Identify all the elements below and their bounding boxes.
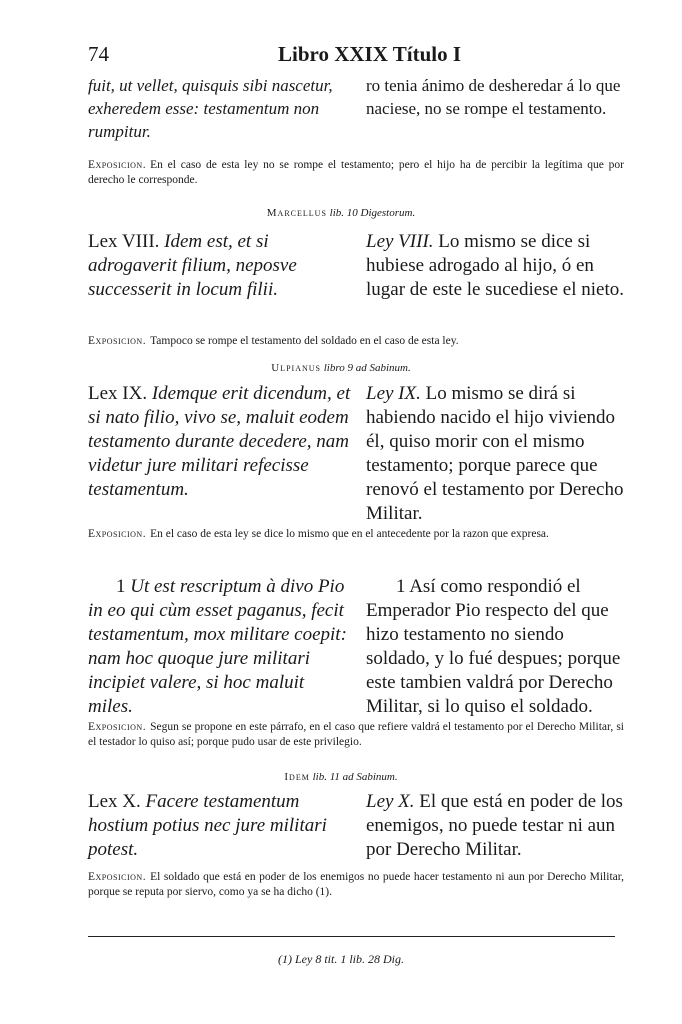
spanish-text — [366, 230, 624, 302]
ley-label: Ley VIII. — [366, 231, 434, 252]
lex-x — [88, 790, 624, 860]
exposicion-label: Exposicion. — [88, 528, 147, 540]
page-number: 74 — [88, 42, 109, 66]
page-title: Libro XXIX Título I — [278, 42, 462, 66]
lex-label: Lex VIII. — [88, 231, 160, 252]
source-citation — [0, 207, 682, 219]
exposicion-label: Exposicion. — [88, 721, 147, 733]
source-author: Idem — [284, 771, 310, 783]
exposicion-label: Exposicion. — [88, 335, 147, 347]
exposicion — [88, 158, 624, 188]
latin-text — [88, 790, 352, 862]
footnote: (1) Ley 8 tit. 1 lib. 28 Dig. — [278, 952, 404, 966]
lex-label: Lex X. — [88, 791, 141, 812]
paragraph-1 — [88, 575, 624, 715]
spanish-body: Lo mismo se dirá si habiendo nacido el hijo viviendo él, quiso morir con el mismo testamento; porque parece que renovó el testamento por Derecho Militar. — [366, 383, 624, 524]
source-work: lib. 10 Digestorum. — [329, 207, 416, 219]
latin-body: Idemque erit dicendum, et si nato filio, vivo se, maluit eodem testamento durante decedere, nam videtur jure militari refecisse testamentum. — [88, 383, 351, 500]
spanish-body: El que está en poder de los enemigos, no puede testar ni aun por Derecho Militar. — [366, 791, 623, 860]
exposicion — [88, 870, 624, 900]
latin-body: Idem est, et si adrogaverit filium, neposve successerit in locum filii. — [88, 231, 297, 300]
latin-text — [88, 382, 352, 502]
lex-label: Lex IX. — [88, 383, 148, 404]
latin-text — [88, 230, 352, 302]
latin-text: fuit, ut vellet, quisquis sibi nascetur, exheredem esse: testamentum non rumpitur. — [88, 76, 333, 141]
exposicion-text: Segun se propone en este párrafo, en el caso que refiere valdrá el testamento por el Derecho Militar, si el testador lo quiso así; porque pudo usar de este privilegio. — [88, 721, 624, 748]
exposicion-text: Tampoco se rompe el testamento del soldado en el caso de esta ley. — [150, 335, 459, 347]
exposicion — [88, 720, 624, 750]
exposicion-text: En el caso de esta ley se dice lo mismo que en el antecedente por la razon que expresa. — [150, 528, 549, 540]
spanish-body: Lo mismo se dice si hubiese adrogado al hijo, ó en lugar de este le sucediese el nieto. — [366, 231, 624, 300]
exposicion-label: Exposicion. — [88, 159, 147, 171]
latin-body: Ut est rescriptum à divo Pio in eo qui cùm esset paganus, fecit testamentum, mox militare coepit: nam hoc quoque jure militari incipiet valere, si hoc maluit miles. — [88, 576, 347, 717]
source-author: Ulpianus — [271, 362, 321, 374]
page-header — [88, 40, 628, 74]
latin-body: Facere testamentum hostium potius nec jure militari potest. — [88, 791, 327, 860]
exposicion — [88, 334, 624, 349]
source-work: lib. 11 ad Sabinum. — [312, 771, 398, 783]
latin-text — [88, 575, 352, 719]
exposicion-text: En el caso de esta ley no se rompe el testamento; pero el hijo ha de percibir la legítima que por derecho le corresponde. — [88, 159, 624, 186]
exposicion — [88, 527, 624, 542]
source-author: Marcellus — [266, 207, 327, 219]
source-work: libro 9 ad Sabinum. — [323, 362, 411, 374]
spanish-text — [366, 382, 624, 526]
source-citation — [0, 362, 682, 374]
exposicion-label: Exposicion. — [88, 871, 147, 883]
ley-label: Ley X. — [366, 791, 415, 812]
spanish-body: Así como respondió el Emperador Pio respecto del que hizo testamento no siendo soldado, y lo fué despues; porque este tambien valdrá por Derecho Militar, si lo quiso el soldado. — [366, 576, 621, 717]
spanish-text: ro tenia ánimo de desheredar á lo que naciese, no se rompe el testamento. — [366, 76, 621, 118]
footnote-divider — [88, 936, 615, 937]
spanish-text — [366, 790, 624, 862]
paragraph-number: 1 — [396, 576, 406, 597]
section-continuation — [88, 74, 624, 146]
lex-viii — [88, 230, 624, 322]
source-citation — [0, 771, 682, 783]
ley-label: Ley IX. — [366, 383, 421, 404]
lex-ix — [88, 382, 624, 522]
paragraph-number: 1 — [116, 576, 126, 597]
spanish-text — [366, 575, 624, 719]
exposicion-text: El soldado que está en poder de los enemigos no puede hacer testamento ni aun por Derecho Militar, porque se reputa por siervo, como ya se ha dicho (1). — [88, 871, 624, 898]
